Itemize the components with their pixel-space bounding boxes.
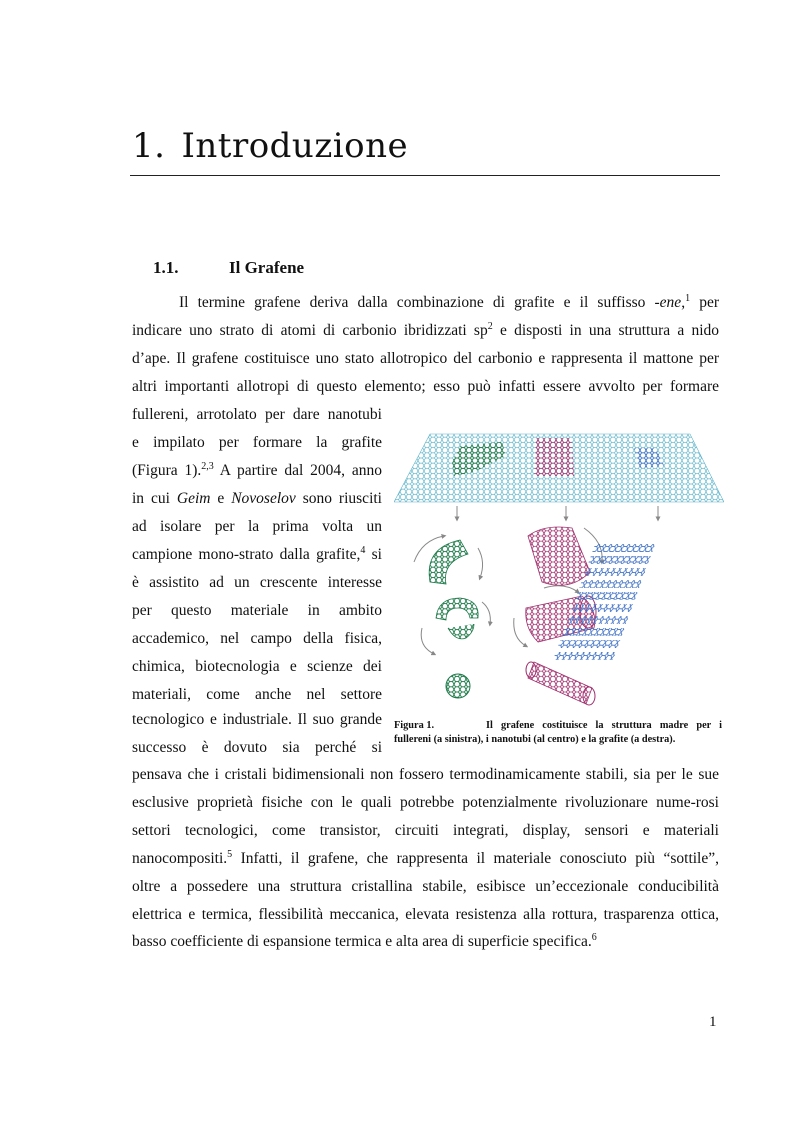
- text-line: indicare uno strato di atomi di carbonio ibridizzati $sp^2$ e disposti in una struttura a nido: [132, 321, 720, 339]
- section-heading: [153, 258, 304, 278]
- text-line: Il termine grafene deriva dalla combinazione di grafite e il suffisso -ene,$^1$ per: [179, 293, 719, 311]
- text-line: accademico, nel campo della fisica,: [132, 630, 382, 647]
- text-line: elettrica e termica, flessibilità meccanica, elevata resistenza alla rottura, trasparenza ottica,: [132, 906, 719, 923]
- graphene-figure: [394, 432, 724, 710]
- figure-caption: [394, 719, 722, 746]
- down-arrows: [457, 506, 658, 519]
- text-line: per questo materiale in ambito: [132, 602, 382, 619]
- text-line: basso coefficiente di espansione termica e alta area di superficie specifica.$^6$: [132, 932, 597, 950]
- chapter-title: Introduzione: [181, 126, 409, 166]
- text-line: tecnologico e industriale. Il suo grande: [132, 711, 382, 728]
- text-line: altri importanti allotropi di questo elemento; esso può infatti essere avvolto per formare: [132, 378, 719, 395]
- text-line: pensava che i cristali bidimensionali non fossero termodinamicamente stabili, sia per le sue: [132, 766, 719, 783]
- section-number: 1.1.: [153, 258, 179, 277]
- chapter-rule: [130, 175, 720, 176]
- text-line: nanocompositi.$^5$ Infatti, il grafene, che rappresenta il materiale conosciuto più “sottile”,: [132, 849, 719, 867]
- text-line: oltre a possedere una struttura cristallina stabile, esibisce un’eccezionale conducibilità: [132, 878, 719, 895]
- figure-caption-text: Il grafene costituisce la struttura madre per i fullereni (a sinistra), i nanotubi (al centro) e la grafite (a destra).: [394, 720, 722, 745]
- text-line: in cui Geim e Novoselov sono riusciti: [132, 490, 382, 507]
- text-line: campione mono-strato dalla grafite,$^4$ si: [132, 545, 382, 563]
- chapter-number: 1.: [132, 126, 166, 166]
- text-line: ad isolare per la prima volta un: [132, 518, 382, 535]
- text-line: settori tecnologici, come transistor, circuiti integrati, display, sensori e materiali: [132, 822, 719, 839]
- page-number: 1: [709, 1014, 717, 1030]
- text-line: d’ape. Il grafene costituisce uno stato allotropico del carbonio e rappresenta il mattone per: [132, 350, 719, 367]
- chapter-heading: [132, 126, 408, 166]
- fullerene-column: [414, 536, 490, 698]
- text-line: esclusive proprietà fisiche con le quali potrebbe potenzialmente rivoluzionare nume-rosi: [132, 794, 719, 811]
- text-line: successo è dovuto sia perché si: [132, 739, 382, 756]
- section-title: Il Grafene: [229, 258, 305, 277]
- graphene-sheet: [394, 434, 724, 502]
- text-line: (Figura 1).$^{2,3}$ A partire dal 2004, anno: [132, 461, 383, 479]
- text-line: chimica, biotecnologia e scienze dei: [132, 658, 382, 675]
- text-line: fullereni, arrotolato per dare nanotubi: [132, 406, 382, 423]
- text-line: e impilato per formare la grafite: [132, 434, 382, 451]
- figure-label: Figura 1.: [394, 720, 435, 731]
- text-line: è assistito ad un crescente interesse: [132, 574, 382, 591]
- text-line: materiali, come anche nel settore: [132, 686, 382, 703]
